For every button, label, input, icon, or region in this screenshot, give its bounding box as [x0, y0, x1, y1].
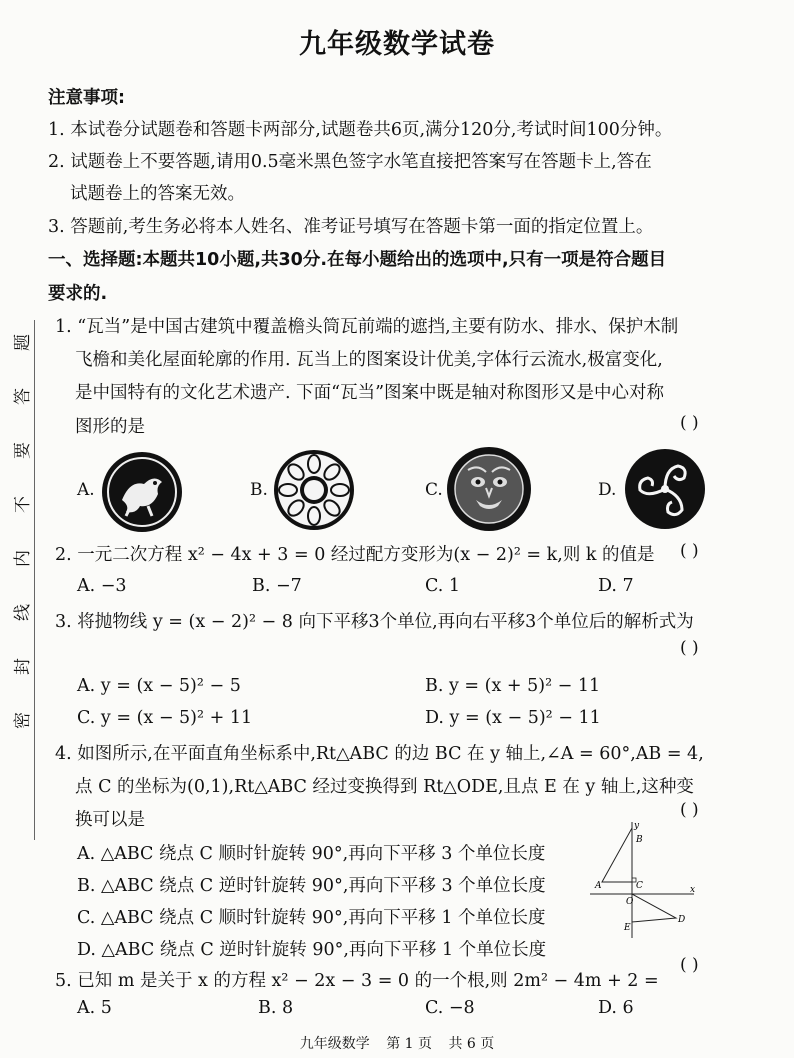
question-4-line: 换可以是	[75, 810, 145, 830]
answer-paren: ( )	[680, 955, 699, 975]
footer-page: 第 1 页	[386, 1036, 432, 1052]
section-heading: 一、选择题:本题共10小题,共30分.在每小题给出的选项中,只有一项是符合题目	[48, 250, 667, 270]
side-char: 内	[13, 550, 33, 567]
footer-total: 共 6 页	[448, 1036, 495, 1052]
fig-label: x	[690, 885, 696, 895]
side-char: 线	[13, 604, 33, 621]
fig-label: E	[624, 923, 631, 933]
footer-subject: 九年级数学	[299, 1036, 370, 1052]
wadang-d-image	[620, 444, 710, 534]
option: B. y = (x + 5)² − 11	[425, 676, 601, 696]
notice-item: 1. 本试卷分试题卷和答题卡两部分,试题卷共6页,满分120分,考试时间100分钟。	[48, 120, 673, 140]
option: D. y = (x − 5)² − 11	[425, 708, 601, 728]
option: B. −7	[252, 576, 302, 596]
option: A. y = (x − 5)² − 5	[77, 676, 241, 696]
option: D. △ABC 绕点 C 逆时针旋转 90°,再向下平移 1 个单位长度	[77, 940, 547, 960]
notice-item: 试题卷上的答案无效。	[70, 184, 245, 204]
option-label: C.	[425, 480, 443, 500]
question-4-line: 点 C 的坐标为(0,1),Rt△ABC 经过变换得到 Rt△ODE,且点 E 在 y 轴上,这种变	[75, 777, 694, 797]
option: A. −3	[77, 576, 127, 596]
side-char: 要	[13, 442, 33, 459]
page-footer	[0, 1033, 794, 1053]
option: D. 7	[598, 576, 634, 596]
wadang-a-image	[100, 450, 184, 534]
option: C. y = (x − 5)² + 11	[77, 708, 253, 728]
question-3-stem: 3. 将抛物线 y = (x − 2)² − 8 向下平移3个单位,再向右平移3个单位后的解析式为	[55, 612, 694, 632]
side-char: 不	[13, 496, 33, 513]
fig-label: A	[595, 881, 602, 891]
question-2-stem: 2. 一元二次方程 x² − 4x + 3 = 0 经过配方变形为(x − 2)² = k,则 k 的值是	[55, 545, 655, 565]
answer-paren: ( )	[680, 638, 699, 658]
option-label: A.	[77, 480, 95, 500]
wadang-b-image	[272, 448, 356, 532]
side-char: 封	[13, 658, 33, 675]
option: C. −8	[425, 998, 475, 1018]
question-1-line: 1. “瓦当”是中国古建筑中覆盖檐头筒瓦前端的遮挡,主要有防水、排水、保护木制	[55, 317, 679, 337]
option: D. 6	[598, 998, 634, 1018]
side-char: 题	[13, 334, 33, 351]
answer-paren: ( )	[680, 541, 699, 561]
fig-label: C	[636, 881, 643, 891]
fig-label: y	[634, 821, 640, 831]
option: B. 8	[258, 998, 294, 1018]
question-1-line: 是中国特有的文化艺术遗产. 下面“瓦当”图案中既是轴对称图形又是中心对称	[75, 383, 665, 403]
question-1-line: 图形的是	[75, 417, 145, 437]
fig-label: B	[636, 835, 643, 845]
question-5-stem: 5. 已知 m 是关于 x 的方程 x² − 2x − 3 = 0 的一个根,则 2m² − 4m + 2 =	[55, 971, 659, 991]
coordinate-figure	[590, 818, 702, 944]
answer-paren: ( )	[680, 800, 699, 820]
fig-label: O	[626, 897, 634, 907]
answer-paren: ( )	[680, 413, 699, 433]
question-1-line: 飞檐和美化屋面轮廓的作用. 瓦当上的图案设计优美,字体行云流水,极富变化,	[75, 350, 663, 370]
option: A. 5	[77, 998, 112, 1018]
side-char: 密	[13, 712, 33, 729]
option-label: D.	[598, 480, 617, 500]
option: C. 1	[425, 576, 461, 596]
option: A. △ABC 绕点 C 顺时针旋转 90°,再向下平移 3 个单位长度	[77, 844, 546, 864]
fig-label: D	[678, 915, 686, 925]
notice-item: 2. 试题卷上不要答题,请用0.5毫米黑色签字水笔直接把答案写在答题卡上,答在	[48, 152, 652, 172]
side-char: 答	[13, 388, 33, 405]
notice-heading: 注意事项:	[48, 88, 125, 108]
option-label: B.	[250, 480, 268, 500]
page-title: 九年级数学试卷	[299, 29, 495, 60]
notice-item: 3. 答题前,考生务必将本人姓名、准考证号填写在答题卡第一面的指定位置上。	[48, 217, 654, 237]
wadang-c-image	[446, 446, 532, 532]
option: B. △ABC 绕点 C 逆时针旋转 90°,再向下平移 3 个单位长度	[77, 876, 546, 896]
binding-margin	[2, 330, 38, 760]
option: C. △ABC 绕点 C 顺时针旋转 90°,再向下平移 1 个单位长度	[77, 908, 546, 928]
question-4-line: 4. 如图所示,在平面直角坐标系中,Rt△ABC 的边 BC 在 y 轴上,∠A = 60°,AB = 4,	[55, 744, 704, 764]
section-heading-cont: 要求的.	[48, 284, 108, 304]
